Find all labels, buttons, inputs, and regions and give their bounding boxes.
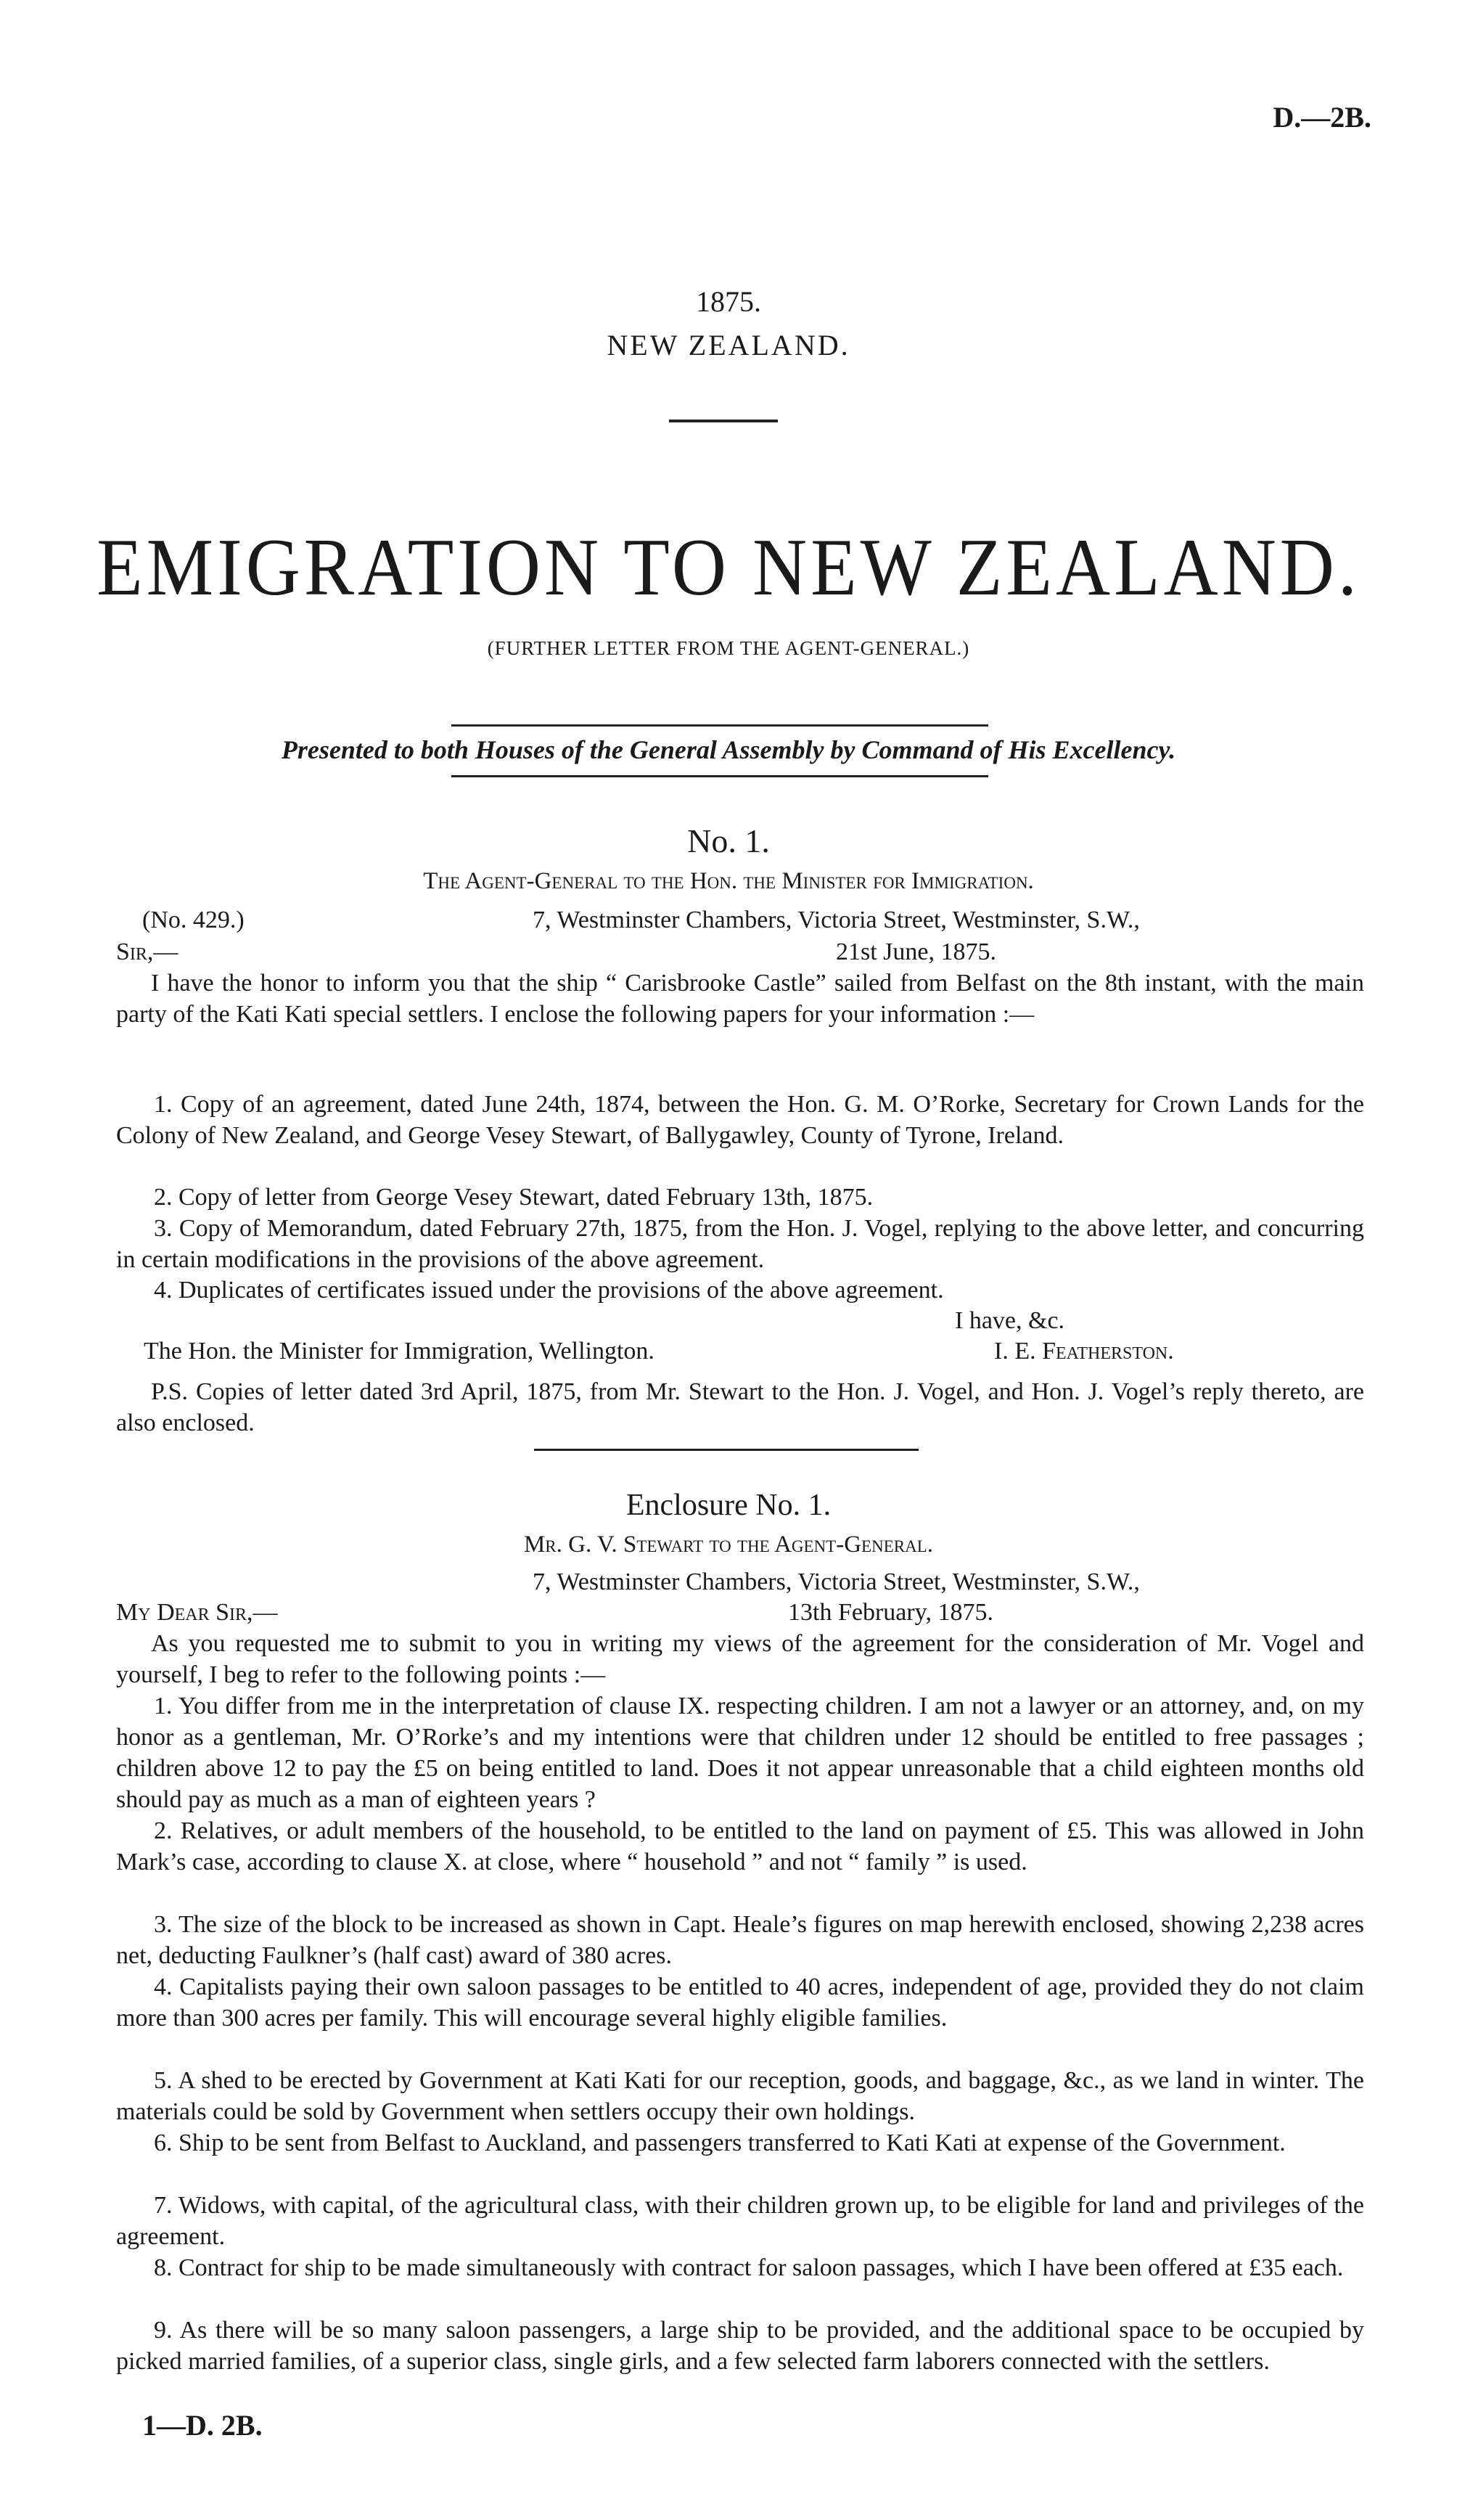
- paragraph: I have the honor to inform you that the ship “ Carisbrooke Castle” sailed from Belfast on the 8th instant, with the main party of the Kati Kati special settlers. I enclose the following papers for your information :—: [116, 970, 1364, 1028]
- letter-date: 13th February, 1875.: [788, 1599, 993, 1626]
- list-item: 8. Contract for ship to be made simultaneously with contract for saloon passages, which I have been offered at £35 each.: [154, 2254, 1344, 2281]
- country: NEW ZEALAND.: [607, 329, 850, 361]
- divider: [451, 775, 988, 777]
- list-item: 7. Widows, with capital, of the agricultural class, with their children grown up, to be eligible for land and privileges of the agreement.: [116, 2192, 1364, 2250]
- salutation: My Dear Sir,—: [116, 1599, 278, 1626]
- divider: [451, 724, 988, 727]
- list-item: 2. Copy of letter from George Vesey Stewart, dated February 13th, 1875.: [154, 1184, 874, 1211]
- sender-address: 7, Westminster Chambers, Victoria Street, Westminster, S.W.,: [533, 907, 1140, 933]
- list-item: 5. A shed to be erected by Government at Kati Kati for our reception, goods, and baggage, &c., as we land in winter. The materials could be sold by Government when settlers occupy their own holdings.: [116, 2067, 1364, 2125]
- presented-line: Presented to both Houses of the General Assembly by Command of His Excellency.: [281, 735, 1176, 764]
- postscript: P.S. Copies of letter dated 3rd April, 1875, from Mr. Stewart to the Hon. J. Vogel, and Hon. J. Vogel’s reply thereto, are also enclosed.: [116, 1378, 1364, 1436]
- document-subtitle: (FURTHER LETTER FROM THE AGENT-GENERAL.): [487, 637, 970, 659]
- divider: [669, 420, 778, 422]
- list-item: 4. Capitalists paying their own saloon passages to be entitled to 40 acres, independent of age, provided they do not claim more than 300 acres per family. This will encourage several highly eligible families.: [116, 1973, 1364, 2032]
- from-to-line: Mr. G. V. Stewart to the Agent-General.: [523, 1531, 934, 1558]
- list-item: 4. Duplicates of certificates issued under the provisions of the above agreement.: [154, 1277, 944, 1304]
- enclosure-heading: Enclosure No. 1.: [625, 1489, 832, 1522]
- list-item: 9. As there will be so many saloon passengers, a large ship to be provided, and the additional space to be occupied by picked married families, of a superior class, single girls, and a few selected farm laborers connected with the settlers.: [116, 2317, 1364, 2375]
- footer-reference: 1—D. 2B.: [142, 2409, 263, 2442]
- list-item: 1. Copy of an agreement, dated June 24th, 1874, between the Hon. G. M. O’Rorke, Secretary for Crown Lands for the Colony of New Zealand, and George Vesey Stewart, of Ballygawley, County of Tyrone, Ireland.: [116, 1091, 1364, 1149]
- from-to-line: The Agent-General to the Hon. the Minister for Immigration.: [423, 868, 1034, 894]
- closing: I have, &c.: [955, 1307, 1065, 1334]
- paragraph: As you requested me to submit to you in writing my views of the agreement for the consideration of Mr. Vogel and yourself, I beg to refer to the following points :—: [116, 1630, 1364, 1688]
- list-item: 2. Relatives, or adult members of the household, to be entitled to the land on payment of £5. This was allowed in John Mark’s case, according to clause X. at close, where “ household ” and not “ family ” is used.: [116, 1817, 1364, 1875]
- page-reference: D.—2B.: [1273, 101, 1371, 134]
- sender-address: 7, Westminster Chambers, Victoria Street, Westminster, S.W.,: [533, 1568, 1140, 1595]
- list-item: 1. You differ from me in the interpretation of clause IX. respecting children. I am not a lawyer or an attorney, and, on my honor as a gentleman, Mr. O’Rorke’s and my intentions were that children under 12 should be entitled to free passages ; children above 12 to pay the £5 on being entitled to land. Does it not appear unreasonable that a child eighteen months old should pay as much as a man of eighteen years ?: [116, 1693, 1364, 1813]
- salutation: Sir,—: [116, 938, 178, 965]
- addressee: The Hon. the Minister for Immigration, Wellington.: [144, 1338, 654, 1365]
- list-item: 6. Ship to be sent from Belfast to Auckland, and passengers transferred to Kati Kati at expense of the Government.: [154, 2130, 1286, 2156]
- despatch-number: (No. 429.): [142, 907, 245, 933]
- letter-date: 21st June, 1875.: [836, 938, 996, 965]
- divider: [534, 1449, 919, 1451]
- section-heading: No. 1.: [687, 822, 770, 859]
- document-title: EMIGRATION TO NEW ZEALAND.: [97, 522, 1360, 613]
- list-item: 3. Copy of Memorandum, dated February 27th, 1875, from the Hon. J. Vogel, replying to the above letter, and concurring in certain modifications in the provisions of the above agreement.: [116, 1215, 1364, 1273]
- list-item: 3. The size of the block to be increased as shown in Capt. Heale’s figures on map herewith enclosed, showing 2,238 acres net, deducting Faulkner’s (half cast) award of 380 acres.: [116, 1911, 1364, 1969]
- signature: I. E. Featherston.: [994, 1338, 1174, 1365]
- year: 1875.: [696, 285, 761, 318]
